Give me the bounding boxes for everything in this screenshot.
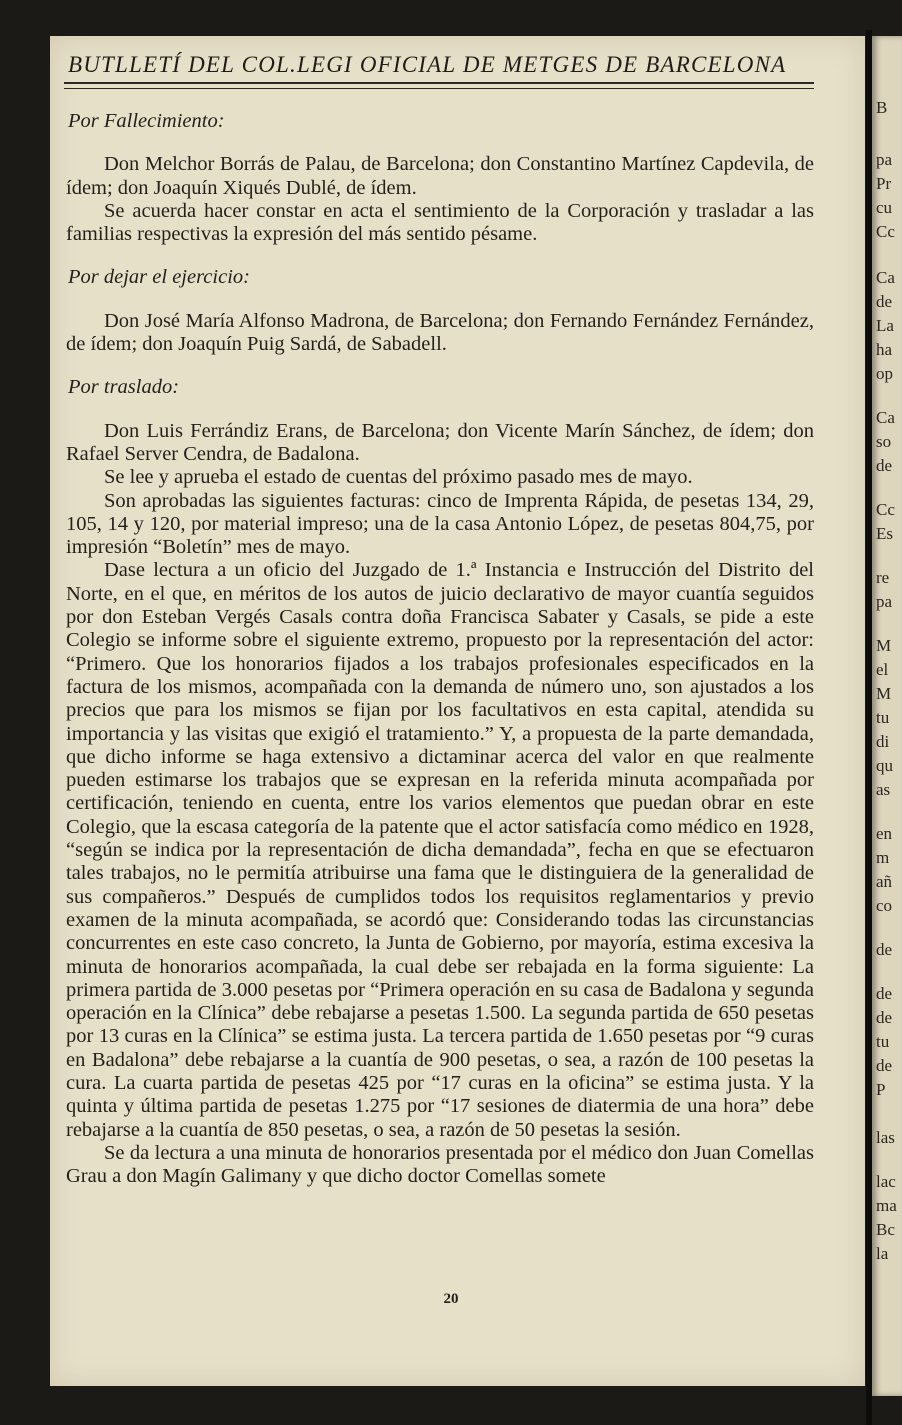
facing-page-fragment: so: [876, 432, 892, 451]
page-number: 20: [443, 1291, 459, 1307]
facing-page-fragment: pa: [876, 592, 893, 611]
facing-page-fragment: de: [876, 984, 893, 1003]
facing-page-fragment: de: [876, 292, 893, 311]
facing-page-fragment: di: [876, 732, 890, 751]
facing-page-fragment: P: [876, 1080, 886, 1099]
section-heading: Por traslado:: [68, 376, 180, 399]
facing-page-fragment: añ: [876, 872, 893, 891]
facing-page-fragment: M: [876, 684, 892, 703]
facing-page-edge: [872, 36, 902, 1396]
article-body: [66, 110, 814, 1188]
facing-page-fragment: re: [876, 568, 890, 587]
facing-page-fragment: B: [876, 98, 888, 117]
section-fallecimiento: [66, 110, 814, 246]
paragraph: Se acuerda hacer constar en acta el sentimiento de la Corporación y trasladar a las familias respectivas la expresión del más sentido pésame.: [66, 199, 814, 246]
paragraph: Se da lectura a una minuta de honorarios presentada por el médico don Juan Comellas Grau a don Magín Galimany y que dicho doctor Comellas somete: [66, 1141, 814, 1188]
facing-page-fragment: ma: [876, 1196, 897, 1215]
facing-page-fragment: Es: [876, 524, 893, 543]
header-rule-thin: [64, 88, 814, 89]
paragraph: Don Melchor Borrás de Palau, de Barcelona; don Constantino Martínez Capdevila, de ídem; don Joaquín Xiqués Dublé, de ídem.: [66, 153, 814, 199]
facing-page-fragment: op: [876, 364, 893, 383]
section-heading: Por dejar el ejercicio:: [68, 266, 250, 289]
facing-page-fragment: ha: [876, 340, 893, 359]
facing-page-fragment: co: [876, 896, 893, 915]
facing-page-fragment: cu: [876, 198, 893, 217]
facing-page-fragment: qu: [876, 756, 893, 775]
facing-page-fragment: Bc: [876, 1220, 895, 1239]
facing-page-fragment: La: [876, 316, 894, 335]
facing-page-fragment: las: [876, 1128, 895, 1147]
running-header: BUTLLETÍ DEL COL.LEGI OFICIAL DE METGES DE BARCELONA: [68, 52, 787, 77]
facing-page-fragment: de: [876, 1056, 893, 1075]
paragraph: Don Luis Ferrándiz Erans, de Barcelona; don Vicente Marín Sánchez, de ídem; don Rafael Server Cendra, de Badalona.: [66, 419, 814, 465]
facing-page-fragment: M: [876, 636, 892, 655]
facing-page-fragment: de: [876, 940, 893, 959]
header-rule-thick: [64, 82, 814, 84]
facing-page-fragment: lac: [876, 1172, 896, 1191]
section-dejar-ejercicio: [66, 266, 814, 356]
facing-page-fragment: as: [876, 780, 891, 799]
facing-page-fragment: m: [876, 848, 890, 867]
paragraph: Se lee y aprueba el estado de cuentas del próximo pasado mes de mayo.: [104, 466, 693, 489]
section-traslado: [66, 376, 814, 1188]
facing-page-fragment: la: [876, 1244, 889, 1263]
facing-page-fragment: de: [876, 1008, 893, 1027]
section-heading: Por Fallecimiento:: [68, 110, 225, 132]
facing-page-fragment: de: [876, 456, 893, 475]
paragraph: Dase lectura a un oficio del Juzgado de 1.ª Instancia e Instrucción del Distrito del Norte, en el que, en méritos de los autos de juicio declarativo de mayor cuantía seguidos por don Esteban Vergés Casals contra doña Francisca Sabater y Casals, se pide a este Colegio se informe sobre el siguiente extremo, propuesto por la representación del actor: “Primero. Que los honorarios fijados a los trabajos profesionales especificados en la factura de los mismos, acompañada con la demanda de número uno, son ajustados a los precios que para los mismos se fijan por los facultativos en esta capital, atendida su importancia y las visitas que exigió el tratamiento.” Y, a propuesta de la parte demandada, que dicho informe se haga extensivo a dictaminar acerca del valor en que realmente pueden estimarse los trabajos que se expresan en la referida minuta acompañada por certificación, teniendo en cuenta, entre los varios elementos que puedan obrar en este Colegio, que la escasa categoría de la patente que el actor satisfacía como médico en 1928, “según se indica por la representación de dicha demandada”, fecha en que se efectuaron tales trabajos, no le permitía atribuirse una fama que le distinguiera de la generalidad de sus compañeros.” Después de cumplidos todos los requisitos reglamentarios y previo examen de la minuta acompañada, se acordó que: Considerando todas las circunstancias concurrentes en este caso concreto, la Junta de Gobierno, por mayoría, estima excesiva la minuta de honorarios acompañada, la cual debe ser rebajada en la forma siguiente: La primera partida de 3.000 pesetas por “Primera operación en su casa de Badalona y segunda operación en la Clínica” debe rebajarse a pesetas 1.500. La segunda partida de 650 pesetas por 13 curas en la Clínica” se estima justa. La tercera partida de 1.650 pesetas por “9 curas en Badalona” debe rebajarse a la cuantía de 900 pesetas, o sea, a razón de 100 pesetas la cura. La cuarta partida de pesetas 425 por “17 curas en la oficina” se estima justa. Y la quinta y última partida de pesetas 1.275 por “17 sesiones de diatermia de una hora” debe rebajarse a la cuantía de 850 pesetas, o sea, a razón de 50 pesetas la sesión.: [66, 559, 814, 1141]
paragraph: Son aprobadas las siguientes facturas: cinco de Imprenta Rápida, de pesetas 134, 29, 105, 14 y 120, por material impreso; una de la casa Antonio López, de pesetas 804,75, por impresión “Boletín” mes de mayo.: [66, 489, 814, 559]
paragraph: Don José María Alfonso Madrona, de Barcelona; don Fernando Fernández Fernández, de ídem; don Joaquín Puig Sardá, de Sabadell.: [66, 309, 814, 356]
facing-page-fragment: Ca: [876, 408, 895, 427]
facing-page-fragment: Ca: [876, 268, 895, 287]
facing-page-fragment: Pr: [876, 174, 892, 193]
facing-page-fragment: Cc: [876, 222, 895, 241]
facing-page-fragment: el: [876, 660, 889, 679]
facing-page-fragment: tu: [876, 708, 890, 727]
facing-page-fragment: tu: [876, 1032, 890, 1051]
facing-page-fragment: pa: [876, 150, 893, 169]
facing-page-fragment: en: [876, 824, 893, 843]
facing-page-fragment: Cc: [876, 500, 895, 519]
